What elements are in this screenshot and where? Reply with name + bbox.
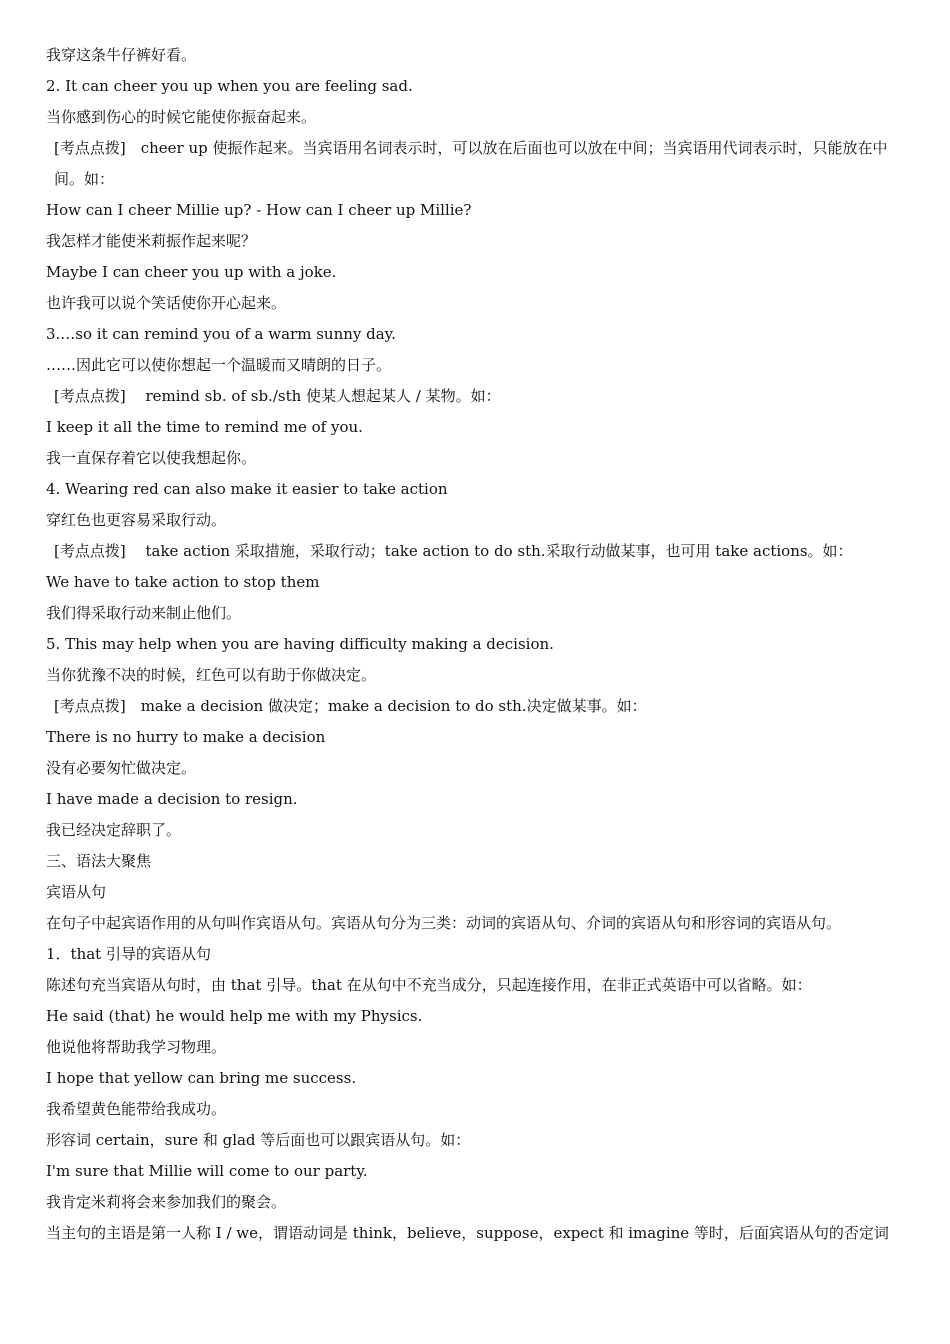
text-line: 当你犹豫不决的时候，红色可以有助于你做决定。 xyxy=(46,666,377,684)
text-line: How can I cheer Millie up? - How can I cheer up Millie? xyxy=(46,201,472,219)
text-line: 形容词 certain，sure 和 glad 等后面也可以跟宾语从句。如： xyxy=(46,1131,471,1149)
text-line: I hope that yellow can bring me success. xyxy=(46,1069,357,1087)
text-line: 5. This may help when you are having difficulty making a decision. xyxy=(46,635,554,653)
text-line: He said (that) he would help me with my Physics. xyxy=(46,1007,423,1025)
text-line: 陈述句充当宾语从句时，由 that 引导。that 在从句中不充当成分，只起连接作用，在非正式英语中可以省略。如： xyxy=(46,976,812,994)
text-line: 当主句的主语是第一人称 I / we，谓语动词是 think，believe，suppose，expect 和 imagine 等时，后面宾语从句的否定词 xyxy=(46,1224,889,1242)
tip-paragraph: [考点点拨] cheer up 使振作起来。当宾语用名词表示时，可以放在后面也可以放在中间；当宾语用代词表示时，只能放在中间。如： xyxy=(54,139,888,188)
text-line: We have to take action to stop them xyxy=(46,573,320,591)
text-line: 也许我可以说个笑话使你开心起来。 xyxy=(46,294,287,312)
text-line: 我们得采取行动来制止他们。 xyxy=(46,604,242,622)
definition-paragraph: 在句子中起宾语作用的从句叫作宾语从句。宾语从句分为三类：动词的宾语从句、介词的宾语从句和形容词的宾语从句。 xyxy=(46,914,842,932)
tip-paragraph: [考点点拨] take action 采取措施，采取行动；take action to do sth.采取行动做某事，也可用 take actions。如： xyxy=(54,542,853,560)
text-line: I have made a decision to resign. xyxy=(46,790,298,808)
tip-paragraph: [考点点拨] remind sb. of sb./sth 使某人想起某人 / 某物。如： xyxy=(54,387,501,405)
text-line: 当你感到伤心的时候它能使你振奋起来。 xyxy=(46,108,317,126)
text-line: 3.…so it can remind you of a warm sunny day. xyxy=(46,325,396,343)
text-line: There is no hurry to make a decision xyxy=(46,728,326,746)
text-line: 2. It can cheer you up when you are feeling sad. xyxy=(46,77,413,95)
text-line: 我希望黄色能带给我成功。 xyxy=(46,1100,227,1118)
text-line: 他说他将帮助我学习物理。 xyxy=(46,1038,227,1056)
text-line: 我已经决定辞职了。 xyxy=(46,821,182,839)
subsection-heading: 1．that 引导的宾语从句 xyxy=(46,945,211,963)
topic-heading: 宾语从句 xyxy=(46,883,107,901)
text-line: 我肯定米莉将会来参加我们的聚会。 xyxy=(46,1193,287,1211)
tip-paragraph: [考点点拨] make a decision 做决定；make a decision to do sth.决定做某事。如： xyxy=(54,697,647,715)
text-line: I keep it all the time to remind me of you. xyxy=(46,418,363,436)
section-heading: 三、语法大聚焦 xyxy=(46,852,152,870)
text-line: 我穿这条牛仔裤好看。 xyxy=(46,46,197,64)
text-line: 4. Wearing red can also make it easier to take action xyxy=(46,480,448,498)
text-line: 穿红色也更容易采取行动。 xyxy=(46,511,227,529)
text-line: 没有必要匆忙做决定。 xyxy=(46,759,197,777)
text-line: 我怎样才能使米莉振作起来呢？ xyxy=(46,232,257,250)
text-line: Maybe I can cheer you up with a joke. xyxy=(46,263,337,281)
text-line: I'm sure that Millie will come to our party. xyxy=(46,1162,368,1180)
document-body xyxy=(46,40,908,1249)
text-line: ……因此它可以使你想起一个温暖而又晴朗的日子。 xyxy=(46,356,392,374)
text-line: 我一直保存着它以使我想起你。 xyxy=(46,449,257,467)
